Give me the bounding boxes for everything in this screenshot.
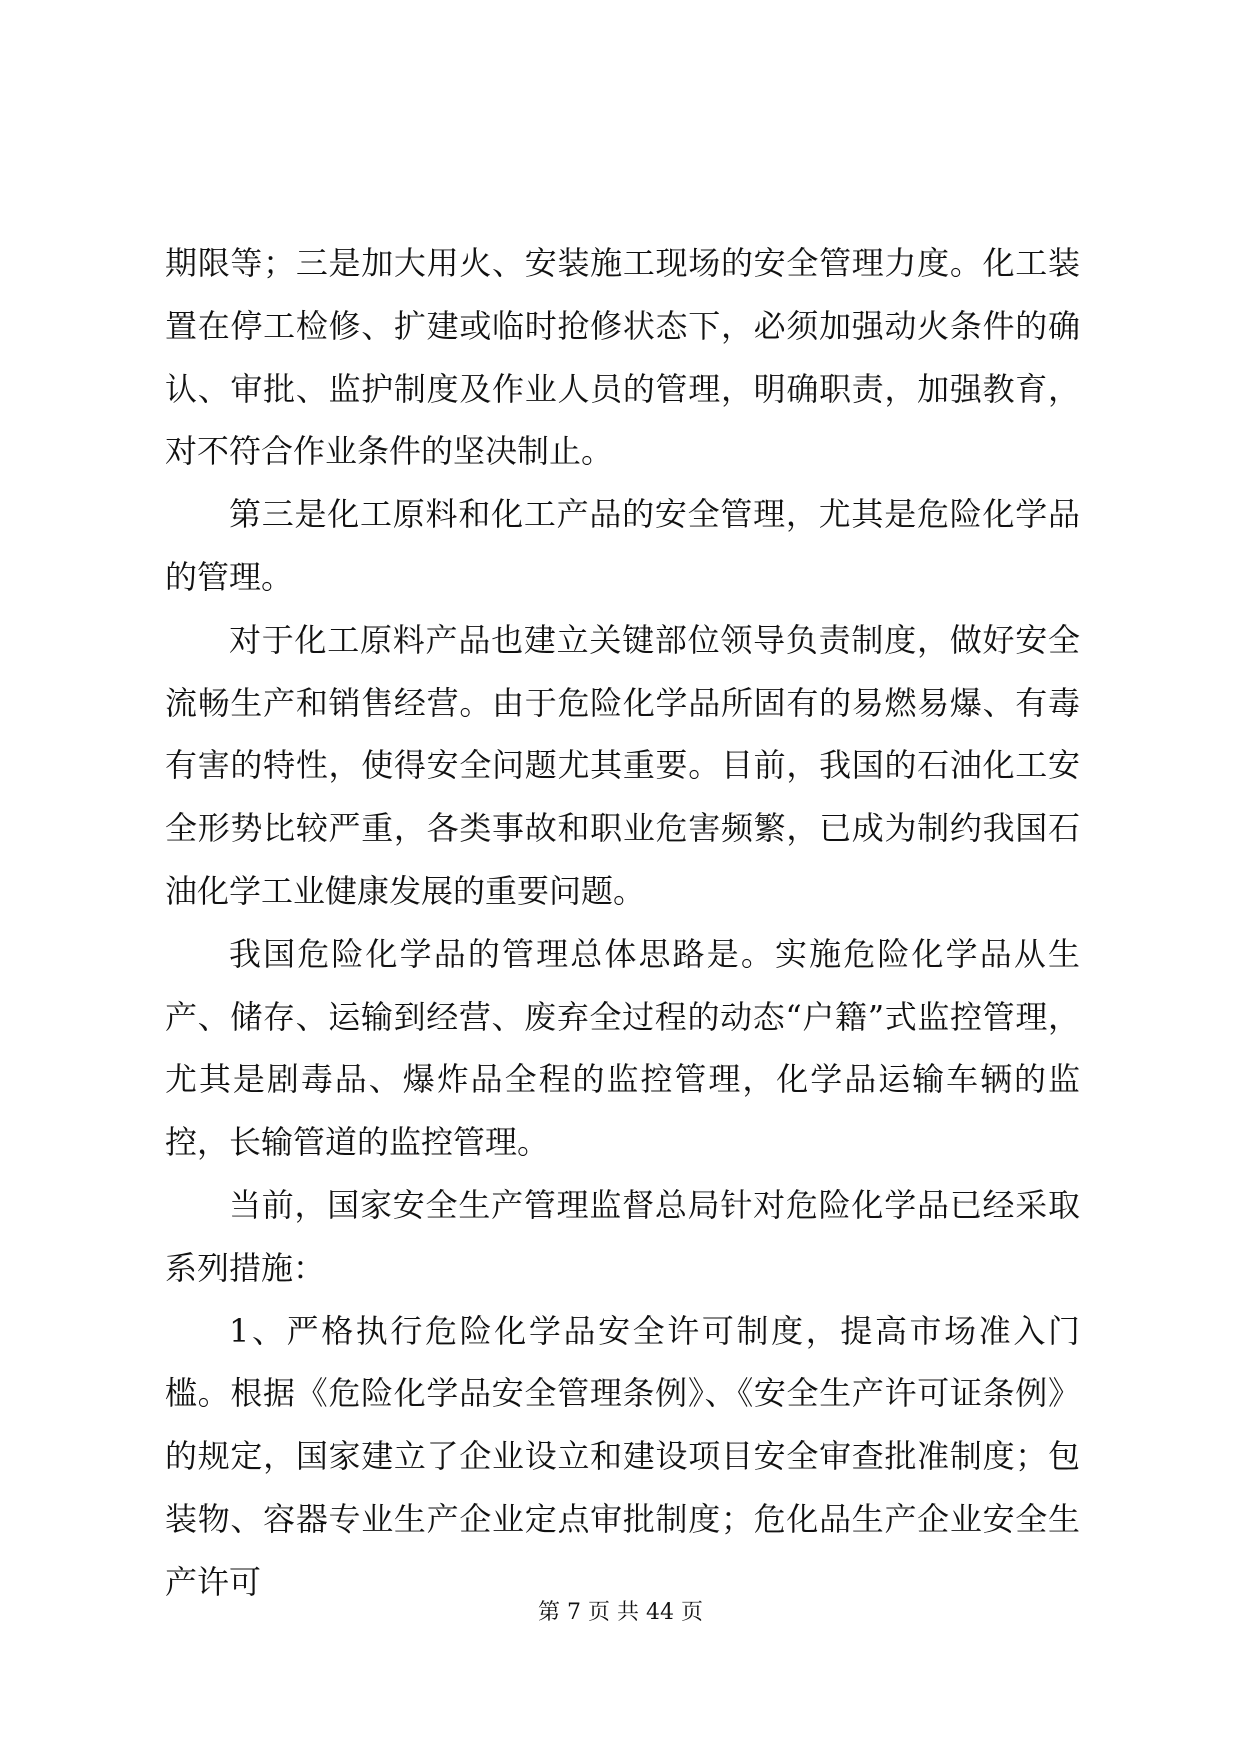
paragraph-continuation: 期限等；三是加大用火、安装施工现场的安全管理力度。化工装置在停工检修、扩建或临时抢修状态下，必须加强动火条件的确认、审批、监护制度及作业人员的管理，明确职责，加强教育，对不符合作业条件的坚决制止。 [165, 244, 1080, 471]
body-text [165, 232, 1080, 1614]
paragraph-current-measures: 当前，国家安全生产管理监督总局针对危险化学品已经采取系列措施： [165, 1185, 1080, 1287]
paragraph-third-point: 第三是化工原料和化工产品的安全管理，尤其是危险化学品的管理。 [165, 495, 1080, 596]
paragraph-measure-1: 1、严格执行危险化学品安全许可制度，提高市场准入门槛。根据《危险化学品安全管理条例》、《安全生产许可证条例》的规定，国家建立了企业设立和建设项目安全审查批准制度；包装物、容器专业生产企业定点审批制度；危化品生产企业安全生产许可 [165, 1311, 1080, 1601]
page-number-footer: 第 7 页 共 44 页 [538, 1600, 703, 1625]
paragraph-raw-materials: 对于化工原料产品也建立关键部位领导负责制度，做好安全流畅生产和销售经营。由于危险化学品所固有的易燃易爆、有毒有害的特性，使得安全问题尤其重要。目前，我国的石油化工安全形势比较严重，各类事故和职业危害频繁，已成为制约我国石油化学工业健康发展的重要问题。 [165, 620, 1080, 910]
paragraph-management-approach: 我国危险化学品的管理总体思路是。实施危险化学品从生产、储存、运输到经营、废弃全过程的动态“户籍”式监控管理，尤其是剧毒品、爆炸品全程的监控管理，化学品运输车辆的监控，长输管道的监控管理。 [165, 934, 1080, 1162]
